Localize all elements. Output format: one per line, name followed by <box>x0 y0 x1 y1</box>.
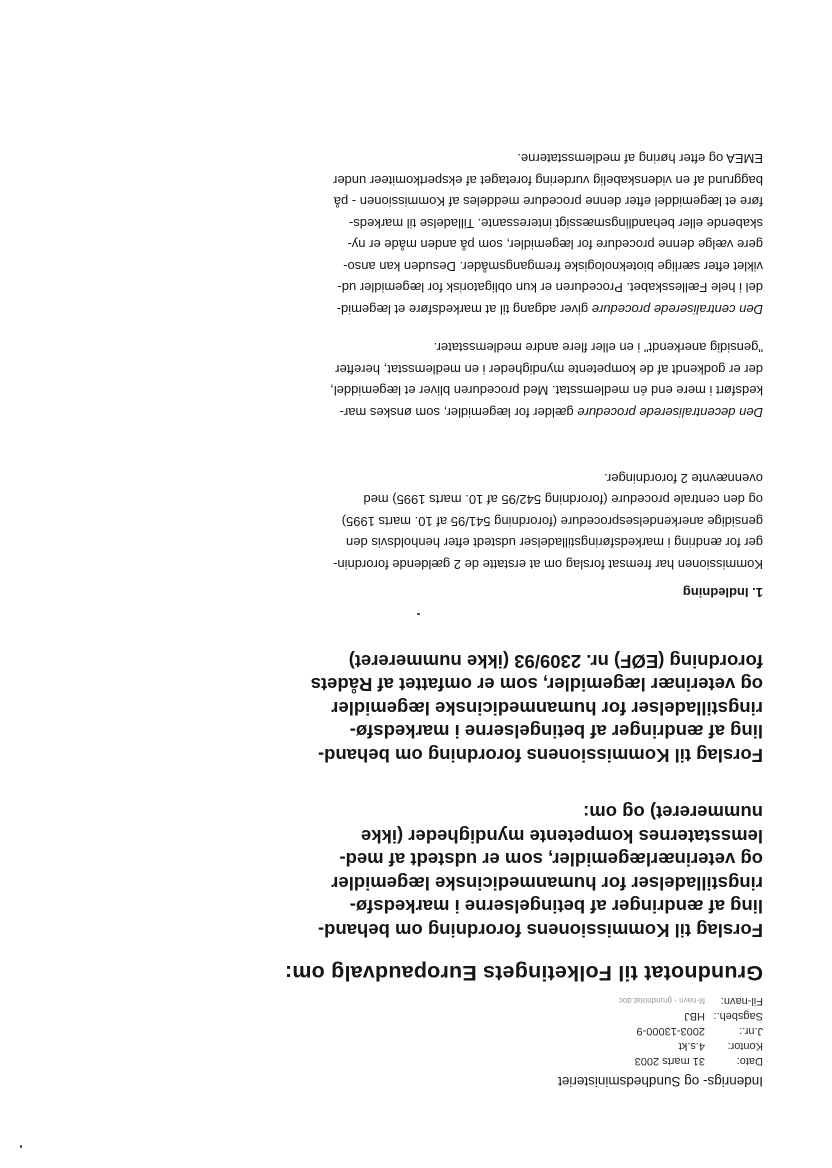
meta-label-case-officer: Sagsbeh.: <box>713 1010 763 1022</box>
meta-label-file-name: Fil-navn: <box>720 995 763 1007</box>
decentral-text: gælder for lægemidler, som ønskes mar- kedsført i mere end én medlemsstat. Med proceduren bliver et lægemiddel, der er godkendt af de kompetente myndigheder i en medlemsstat, herefter "gensidig anerkendt" i en eller flere andre medlemsstater. <box>330 340 763 420</box>
scan-speck <box>20 1145 22 1148</box>
document-metadata <box>619 993 763 1068</box>
meta-row-date <box>619 1053 763 1068</box>
meta-value-date: 31 marts 2003 <box>634 1055 705 1067</box>
proposal-title-1: Forslag til Kommissionens forordning om behand- ling af ændringer af betingelserne i markedsfø- ringstilladelser for humanmedicinske lægemidler og veterinærlægemidler, som er udstedt af med- lemsstaternes kompetente myndigheder (ikke nummereret) og om: <box>317 802 763 941</box>
meta-value-case-number: 2003-13000-9 <box>636 1025 705 1037</box>
main-title: Grundnotat til Folketingets Europaudvalg om: <box>284 961 763 985</box>
central-lead: Den centraliserede procedure <box>591 302 763 317</box>
meta-value-case-officer: HBJ <box>684 1010 705 1022</box>
meta-row-file-name <box>619 993 763 1008</box>
meta-label-date: Dato: <box>736 1055 763 1067</box>
proposal-title-2: Forslag til Kommissionens forordning om behand- ling af ændringer af betingelserne i markedsfø- ringstilladelser for humanmedicinske lægemidler og veterinær lægemidler, som er omfattet af Rådets forordning (EØF) nr. 2309/93 (ikke nummereret) <box>310 651 763 766</box>
paragraph-central-procedure <box>63 148 763 320</box>
meta-value-file-name: fil-navn - grundnotat.doc <box>618 996 705 1005</box>
scan-speck <box>417 613 420 615</box>
ministry-name: Indenrigs- og Sundhedsministeriet <box>558 1074 763 1089</box>
central-text: giver adgang til at markedsføre et lægemid- del i hele Fællesskabet. Proceduren er kun obligatorisk for lægemidler ud- viklet efter særlige bioteknologiske fremgangsmåder. Desuden kan anso- gere vælge denne procedure for lægemidler, som på anden måde er ny- skabende eller behandlingsmæssigt interessante. Tilladelse til markeds- føre et lægemiddel efter denne procedure meddeles af Kommissionen - på baggrund af en videnskabelig vurdering foretaget af ekspertkomiteer under EMEA og efter høring af medlemsstaterne. <box>333 151 763 317</box>
section-heading-introduction: 1. Indledning <box>682 585 763 600</box>
meta-label-office: Kontor: <box>727 1040 763 1052</box>
paragraph-decentralised-procedure <box>63 337 763 423</box>
meta-row-case-number <box>619 1023 763 1038</box>
decentral-lead: Den decentraliserede procedure <box>577 405 763 420</box>
meta-value-office: 4.s.kt <box>678 1040 705 1052</box>
meta-label-case-number: J.nr.: <box>739 1025 763 1037</box>
meta-row-office <box>619 1038 763 1053</box>
paragraph-introduction: Kommissionen har fremsat forslag om at erstatte de 2 gældende forordnin- ger for ændring i markedsføringstilladelser udstedt efter henholdsvis den gensidige anerkendelsesprocedure (forordning 541/95 af 10. marts 1995) og den centrale procedure (forordning 542/95 af 10. marts 1995) med ovennævnte 2 forordninger. <box>333 471 763 572</box>
meta-row-case-officer <box>619 1008 763 1023</box>
